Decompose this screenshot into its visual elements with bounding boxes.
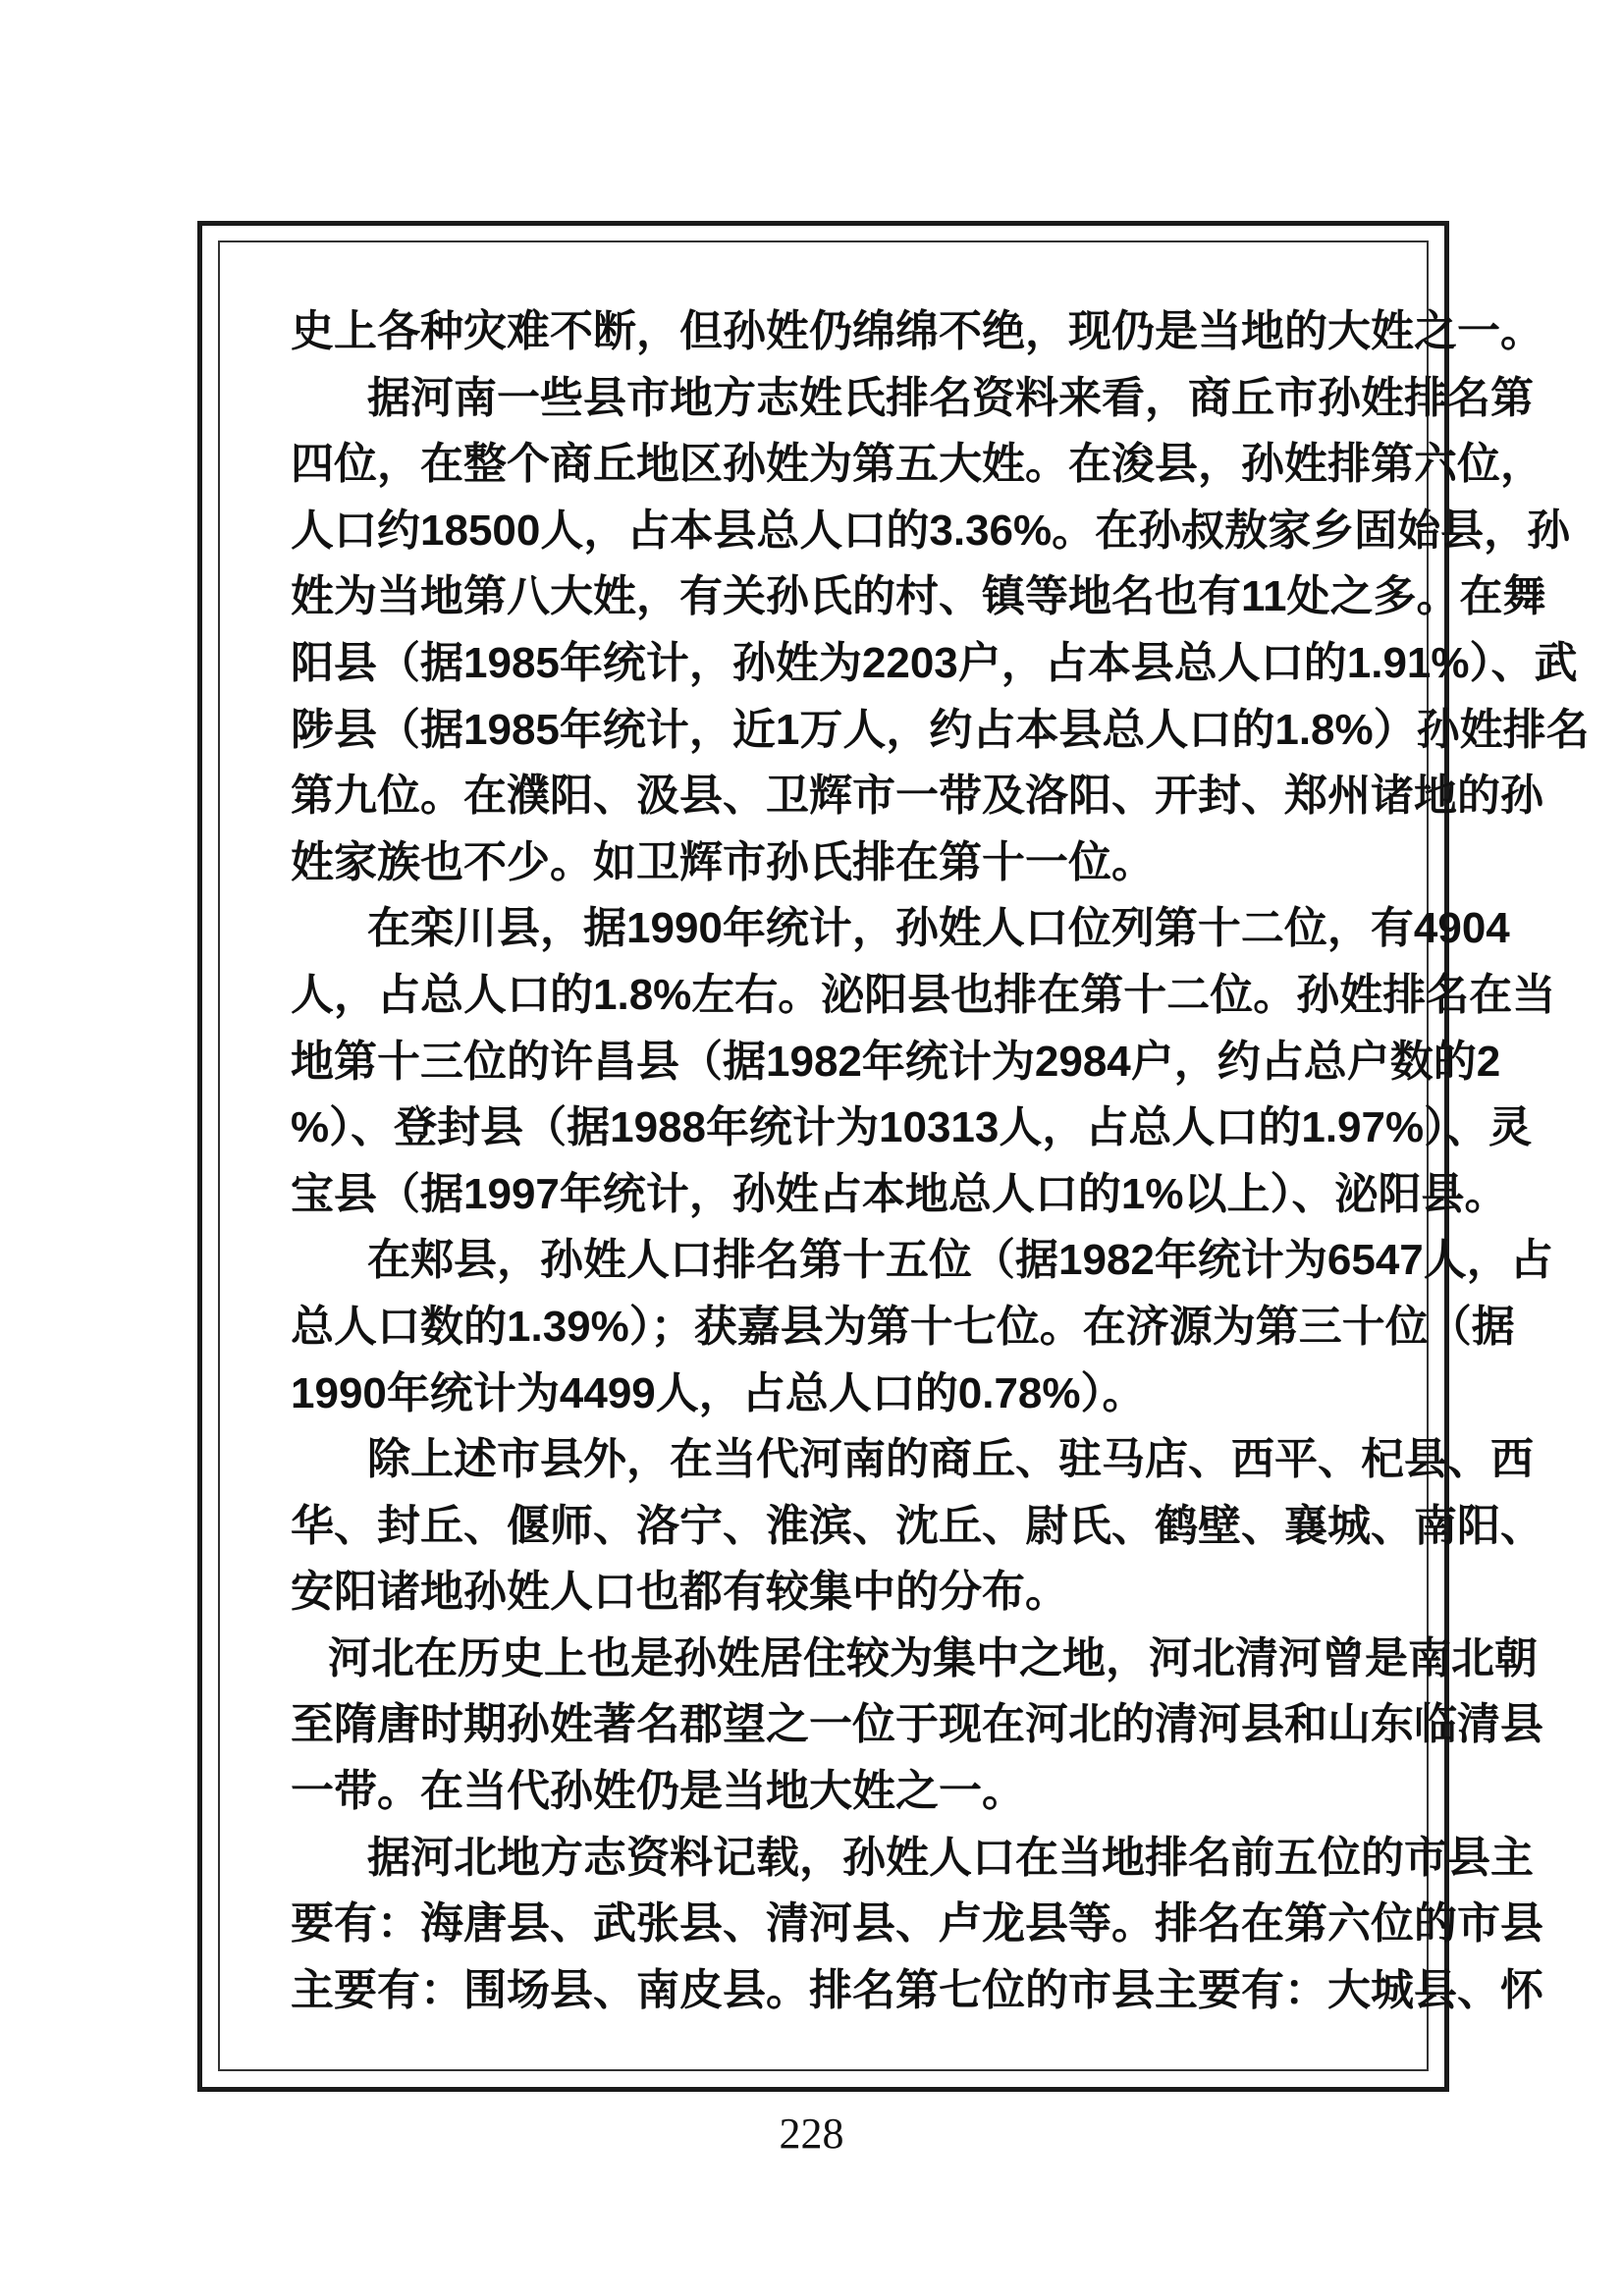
text-line: 陟县（据1985年统计，近1万人，约占本县总人口的1.8%）孙姓排名 — [291, 705, 1590, 754]
text-line: 1990年统计为4499人，占总人口的0.78%）。 — [291, 1368, 1146, 1417]
text-line: 人口约18500人，占本县总人口的3.36%。在孙叔敖家乡固始县，孙 — [291, 506, 1571, 555]
text-line: 姓为当地第八大姓，有关孙氏的村、镇等地名也有11处之多。在舞 — [291, 572, 1546, 621]
text-line: 地第十三位的许昌县（据1982年统计为2984户，约占总户数的2 — [291, 1037, 1501, 1086]
text-line: 一带。在当代孙姓仍是当地大姓之一。 — [291, 1767, 1025, 1816]
page-number: 228 — [779, 2109, 844, 2158]
text-line: 史上各种灾难不断，但孙姓仍绵绵不绝，现仍是当地的大姓之一。 — [291, 307, 1543, 355]
text-line: 第九位。在濮阳、汲县、卫辉市一带及洛阳、开封、郑州诸地的孙 — [291, 772, 1543, 821]
text-line: 要有：海唐县、武张县、清河县、卢龙县等。排名在第六位的市县 — [291, 1899, 1543, 1949]
text-line: 至隋唐时期孙姓著名郡望之一位于现在河北的清河县和山东临清县 — [291, 1700, 1543, 1749]
paragraph — [291, 1227, 1553, 1426]
paragraph — [291, 1825, 1543, 2024]
text-line: 总人口数的1.39%）；获嘉县为第十七位。在济源为第三十位（据 — [291, 1302, 1515, 1351]
text-line: 阳县（据1985年统计，孙姓为2203户，占本县总人口的1.91%）、武 — [291, 638, 1578, 687]
text-line: 人，占总人口的1.8%左右。泌阳县也排在第十二位。孙姓排名在当 — [291, 970, 1556, 1019]
text-line: 四位，在整个商丘地区孙姓为第五大姓。在浚县，孙姓排第六位， — [291, 440, 1543, 489]
text-line: 除上述市县外，在当代河南的商丘、驻马店、西平、杞县、西 — [367, 1435, 1534, 1484]
text-line: %）、登封县（据1988年统计为10313人，占总人口的1.97%）、灵 — [291, 1103, 1533, 1152]
text-line: 在栾川县，据1990年统计，孙姓人口位列第十二位，有4904 — [367, 904, 1510, 953]
text-line: 姓家族也不少。如卫辉市孙氏排在第十一位。 — [291, 837, 1155, 886]
paragraph — [291, 1426, 1543, 1626]
body-text — [291, 298, 1590, 2023]
paragraph — [291, 1626, 1543, 1825]
text-line: 在郏县，孙姓人口排名第十五位（据1982年统计为6547人，占 — [367, 1236, 1553, 1285]
text-line: 河北在历史上也是孙姓居住较为集中之地，河北清河曾是南北朝 — [328, 1633, 1538, 1682]
text-line: 主要有：围场县、南皮县。排名第七位的市县主要有：大城县、怀 — [291, 1965, 1543, 2014]
paragraph — [291, 895, 1556, 1227]
text-line: 华、封丘、偃师、洛宁、淮滨、沈丘、尉氏、鹤壁、襄城、南阳、 — [291, 1501, 1543, 1550]
text-line: 据河北地方志资料记载，孙姓人口在当地排名前五位的市县主 — [367, 1833, 1534, 1882]
text-line: 据河南一些县市地方志姓氏排名资料来看，商丘市孙姓排名第 — [367, 373, 1534, 422]
paragraph — [291, 365, 1590, 896]
text-line: 安阳诸地孙姓人口也都有较集中的分布。 — [291, 1568, 1068, 1617]
paragraph — [291, 298, 1543, 365]
text-line: 宝县（据1997年统计，孙姓占本地总人口的1%以上）、泌阳县。 — [291, 1169, 1508, 1218]
